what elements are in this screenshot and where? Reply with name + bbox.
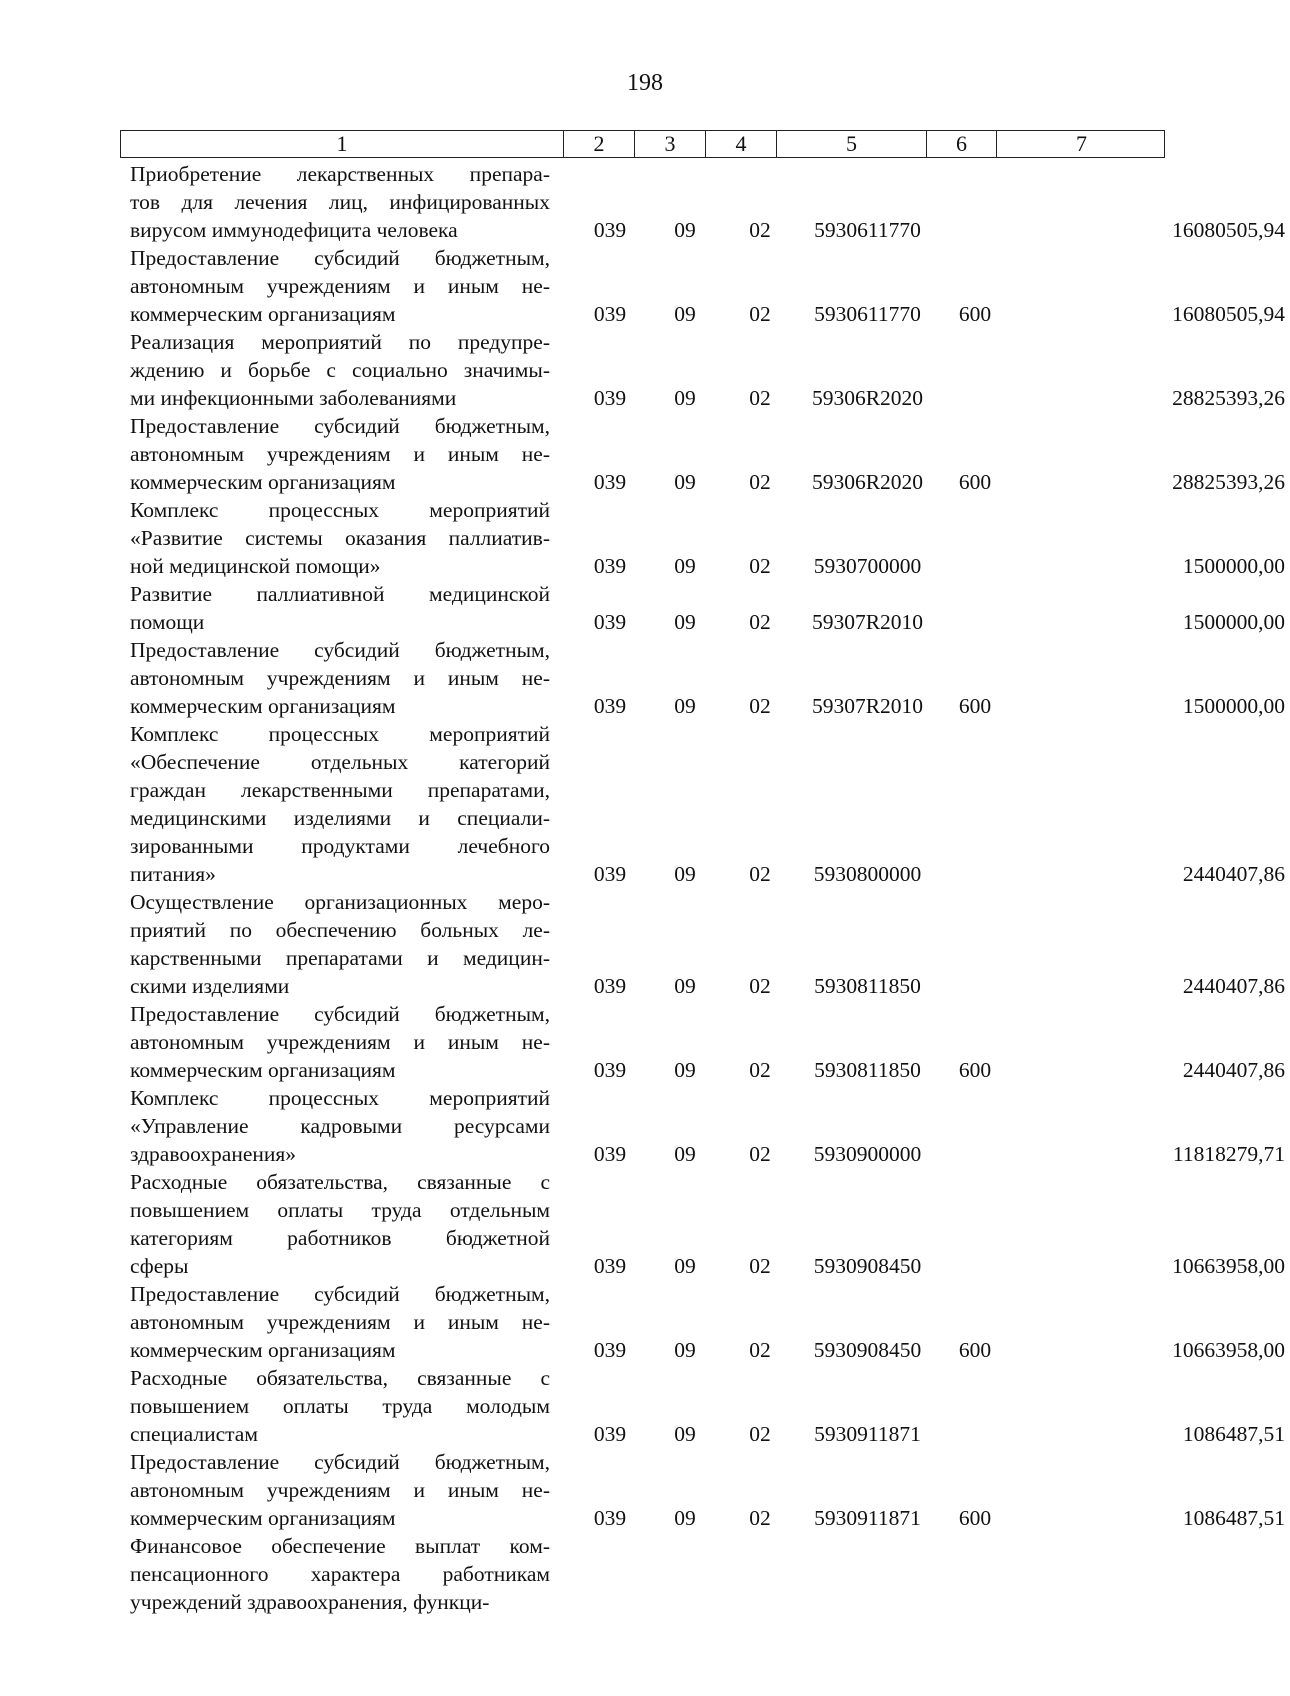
cell-c2: 039	[593, 1338, 627, 1362]
cell-c7: 1500000,00	[1182, 610, 1285, 634]
cell-c6: 600	[958, 1058, 992, 1082]
description-line: учреждений здравоохранения, функци-	[130, 1590, 490, 1614]
description-line: зированными продуктами лечебного	[130, 834, 550, 858]
description-line: автономным учреждениям и иным не-	[130, 1478, 550, 1502]
cell-c7: 11818279,71	[1172, 1142, 1285, 1166]
cell-c2: 039	[593, 862, 627, 886]
cell-c7: 28825393,26	[1172, 386, 1285, 410]
cell-c2: 039	[593, 974, 627, 998]
cell-c7: 2440407,86	[1182, 974, 1285, 998]
description-line: коммерческим организациям	[130, 302, 396, 326]
cell-c3: 09	[674, 1506, 696, 1530]
cell-c4: 02	[749, 694, 771, 718]
table-row	[130, 720, 1285, 888]
row-description	[130, 1532, 550, 1616]
description-line: Предоставление субсидий бюджетным,	[130, 638, 550, 662]
cell-c4: 02	[749, 554, 771, 578]
cell-c5: 5930908450	[813, 1254, 922, 1278]
description-line: пенсационного характера работникам	[130, 1562, 550, 1586]
table-row	[130, 888, 1285, 1000]
table-row	[130, 1084, 1285, 1168]
description-line: Предоставление субсидий бюджетным,	[130, 414, 550, 438]
cell-c6: 600	[958, 302, 992, 326]
column-header-1: 1	[336, 131, 348, 156]
cell-c7: 16080505,94	[1172, 218, 1285, 242]
cell-c2: 039	[593, 302, 627, 326]
cell-c2: 039	[593, 694, 627, 718]
description-line: приятий по обеспечению больных ле-	[130, 918, 550, 942]
description-line: Расходные обязательства, связанные с	[130, 1170, 550, 1194]
description-line: ждению и борьбе с социально значимы-	[130, 358, 550, 382]
description-line: коммерческим организациям	[130, 1506, 396, 1530]
row-description	[130, 1168, 550, 1280]
cell-c7: 10663958,00	[1172, 1338, 1285, 1362]
row-description	[130, 412, 550, 496]
cell-c5: 59306R2020	[811, 470, 924, 494]
table-row	[130, 1168, 1285, 1280]
description-line: автономным учреждениям и иным не-	[130, 1030, 550, 1054]
cell-c2: 039	[593, 610, 627, 634]
description-line: Развитие паллиативной медицинской	[130, 582, 550, 606]
cell-c5: 5930900000	[813, 1142, 922, 1166]
description-line: автономным учреждениям и иным не-	[130, 442, 550, 466]
description-line: автономным учреждениям и иным не-	[130, 274, 550, 298]
table-row	[130, 328, 1285, 412]
row-description	[130, 636, 550, 720]
cell-c2: 039	[593, 1254, 627, 1278]
cell-c2: 039	[593, 386, 627, 410]
cell-c4: 02	[749, 1506, 771, 1530]
cell-c7: 10663958,00	[1172, 1254, 1285, 1278]
row-description	[130, 244, 550, 328]
table-row	[130, 412, 1285, 496]
cell-c5: 5930908450	[813, 1338, 922, 1362]
cell-c7: 1086487,51	[1182, 1422, 1285, 1446]
cell-c7: 2440407,86	[1182, 1058, 1285, 1082]
row-description	[130, 1084, 550, 1168]
cell-c4: 02	[749, 1142, 771, 1166]
page-number: 198	[627, 70, 663, 96]
description-line: «Обеспечение отдельных категорий	[130, 750, 550, 774]
table-row	[130, 636, 1285, 720]
table-row	[130, 496, 1285, 580]
description-line: помощи	[130, 610, 205, 634]
description-line: вирусом иммунодефицита человека	[130, 218, 458, 242]
row-description	[130, 1364, 550, 1448]
cell-c3: 09	[674, 694, 696, 718]
description-line: «Управление кадровыми ресурсами	[130, 1114, 550, 1138]
cell-c6: 600	[958, 470, 992, 494]
description-line: карственными препаратами и медицин-	[130, 946, 550, 970]
cell-c4: 02	[749, 218, 771, 242]
column-header-3: 3	[634, 131, 705, 157]
cell-c4: 02	[749, 862, 771, 886]
description-line: Комплекс процессных мероприятий	[130, 498, 550, 522]
description-line: питания»	[130, 862, 216, 886]
cell-c6: 600	[958, 1506, 992, 1530]
cell-c3: 09	[674, 218, 696, 242]
description-line: скими изделиями	[130, 974, 290, 998]
cell-c2: 039	[593, 470, 627, 494]
description-line: Осуществление организационных меро-	[130, 890, 550, 914]
description-line: коммерческим организациям	[130, 694, 396, 718]
cell-c7: 16080505,94	[1172, 302, 1285, 326]
cell-c3: 09	[674, 1142, 696, 1166]
cell-c3: 09	[674, 470, 696, 494]
table-row	[130, 160, 1285, 244]
cell-c3: 09	[674, 302, 696, 326]
cell-c5: 5930911871	[814, 1422, 921, 1446]
cell-c3: 09	[674, 1422, 696, 1446]
cell-c4: 02	[749, 1422, 771, 1446]
cell-c5: 59306R2020	[811, 386, 924, 410]
description-line: специалистам	[130, 1422, 258, 1446]
row-description	[130, 580, 550, 636]
cell-c4: 02	[749, 1338, 771, 1362]
cell-c3: 09	[674, 386, 696, 410]
description-line: граждан лекарственными препаратами,	[130, 778, 550, 802]
cell-c7: 28825393,26	[1172, 470, 1285, 494]
cell-c5: 5930911871	[814, 1506, 921, 1530]
cell-c5: 5930811850	[814, 974, 921, 998]
cell-c2: 039	[593, 218, 627, 242]
cell-c3: 09	[674, 1338, 696, 1362]
description-line: автономным учреждениям и иным не-	[130, 1310, 550, 1334]
description-line: Предоставление субсидий бюджетным,	[130, 1282, 550, 1306]
cell-c5: 5930800000	[813, 862, 922, 886]
description-line: сферы	[130, 1254, 189, 1278]
row-description	[130, 1448, 550, 1532]
description-line: Комплекс процессных мероприятий	[130, 722, 550, 746]
cell-c7: 2440407,86	[1182, 862, 1285, 886]
description-line: коммерческим организациям	[130, 1058, 396, 1082]
cell-c6: 600	[958, 694, 992, 718]
cell-c2: 039	[593, 1506, 627, 1530]
cell-c7: 1500000,00	[1182, 554, 1285, 578]
description-line: Комплекс процессных мероприятий	[130, 1086, 550, 1110]
row-description	[130, 496, 550, 580]
cell-c3: 09	[674, 974, 696, 998]
row-description	[130, 720, 550, 888]
table-row	[130, 580, 1285, 636]
description-line: Предоставление субсидий бюджетным,	[130, 1450, 550, 1474]
cell-c3: 09	[674, 1058, 696, 1082]
cell-c3: 09	[674, 610, 696, 634]
cell-c4: 02	[749, 386, 771, 410]
column-header-6: 6	[926, 131, 996, 157]
column-header-7: 7	[996, 131, 1166, 157]
cell-c3: 09	[674, 554, 696, 578]
description-line: медицинскими изделиями и специали-	[130, 806, 550, 830]
cell-c3: 09	[674, 862, 696, 886]
cell-c2: 039	[593, 1058, 627, 1082]
row-description	[130, 1280, 550, 1364]
description-line: Приобретение лекарственных препара-	[130, 162, 550, 186]
row-description	[130, 160, 550, 244]
cell-c4: 02	[749, 1058, 771, 1082]
description-line: Предоставление субсидий бюджетным,	[130, 1002, 550, 1026]
table-row	[130, 1000, 1285, 1084]
description-line: коммерческим организациям	[130, 1338, 396, 1362]
cell-c7: 1500000,00	[1182, 694, 1285, 718]
cell-c5: 5930611770	[814, 218, 921, 242]
cell-c4: 02	[749, 302, 771, 326]
row-description	[130, 328, 550, 412]
description-line: автономным учреждениям и иным не-	[130, 666, 550, 690]
cell-c2: 039	[593, 1142, 627, 1166]
cell-c4: 02	[749, 470, 771, 494]
description-line: Предоставление субсидий бюджетным,	[130, 246, 550, 270]
description-line: категориям работников бюджетной	[130, 1226, 550, 1250]
cell-c2: 039	[593, 1422, 627, 1446]
table-body	[130, 160, 1285, 1616]
cell-c6: 600	[958, 1338, 992, 1362]
cell-c5: 59307R2010	[811, 694, 924, 718]
description-line: ми инфекционными заболеваниями	[130, 386, 457, 410]
cell-c2: 039	[593, 554, 627, 578]
description-line: Реализация мероприятий по предупре-	[130, 330, 550, 354]
table-row	[130, 1448, 1285, 1532]
table-row	[130, 1280, 1285, 1364]
cell-c4: 02	[749, 610, 771, 634]
description-line: коммерческим организациям	[130, 470, 396, 494]
description-line: Расходные обязательства, связанные с	[130, 1366, 550, 1390]
column-header-4: 4	[705, 131, 776, 157]
column-header-2: 2	[563, 131, 634, 157]
table-row	[130, 244, 1285, 328]
table-row	[130, 1364, 1285, 1448]
cell-c4: 02	[749, 1254, 771, 1278]
cell-c5: 5930611770	[814, 302, 921, 326]
description-line: Финансовое обеспечение выплат ком-	[130, 1534, 550, 1558]
description-line: повышением оплаты труда отдельным	[130, 1198, 550, 1222]
cell-c7: 1086487,51	[1182, 1506, 1285, 1530]
cell-c5: 5930700000	[813, 554, 922, 578]
row-description	[130, 1000, 550, 1084]
cell-c5: 5930811850	[814, 1058, 921, 1082]
table-row	[130, 1532, 1170, 1616]
column-header-5: 5	[776, 131, 926, 157]
cell-c4: 02	[749, 974, 771, 998]
description-line: «Развитие системы оказания паллиатив-	[130, 526, 550, 550]
table-header	[120, 130, 1165, 158]
description-line: здравоохранения»	[130, 1142, 297, 1166]
row-description	[130, 888, 550, 1000]
description-line: ной медицинской помощи»	[130, 554, 381, 578]
description-line: тов для лечения лиц, инфицированных	[130, 190, 550, 214]
cell-c3: 09	[674, 1254, 696, 1278]
description-line: повышением оплаты труда молодым	[130, 1394, 550, 1418]
cell-c5: 59307R2010	[811, 610, 924, 634]
